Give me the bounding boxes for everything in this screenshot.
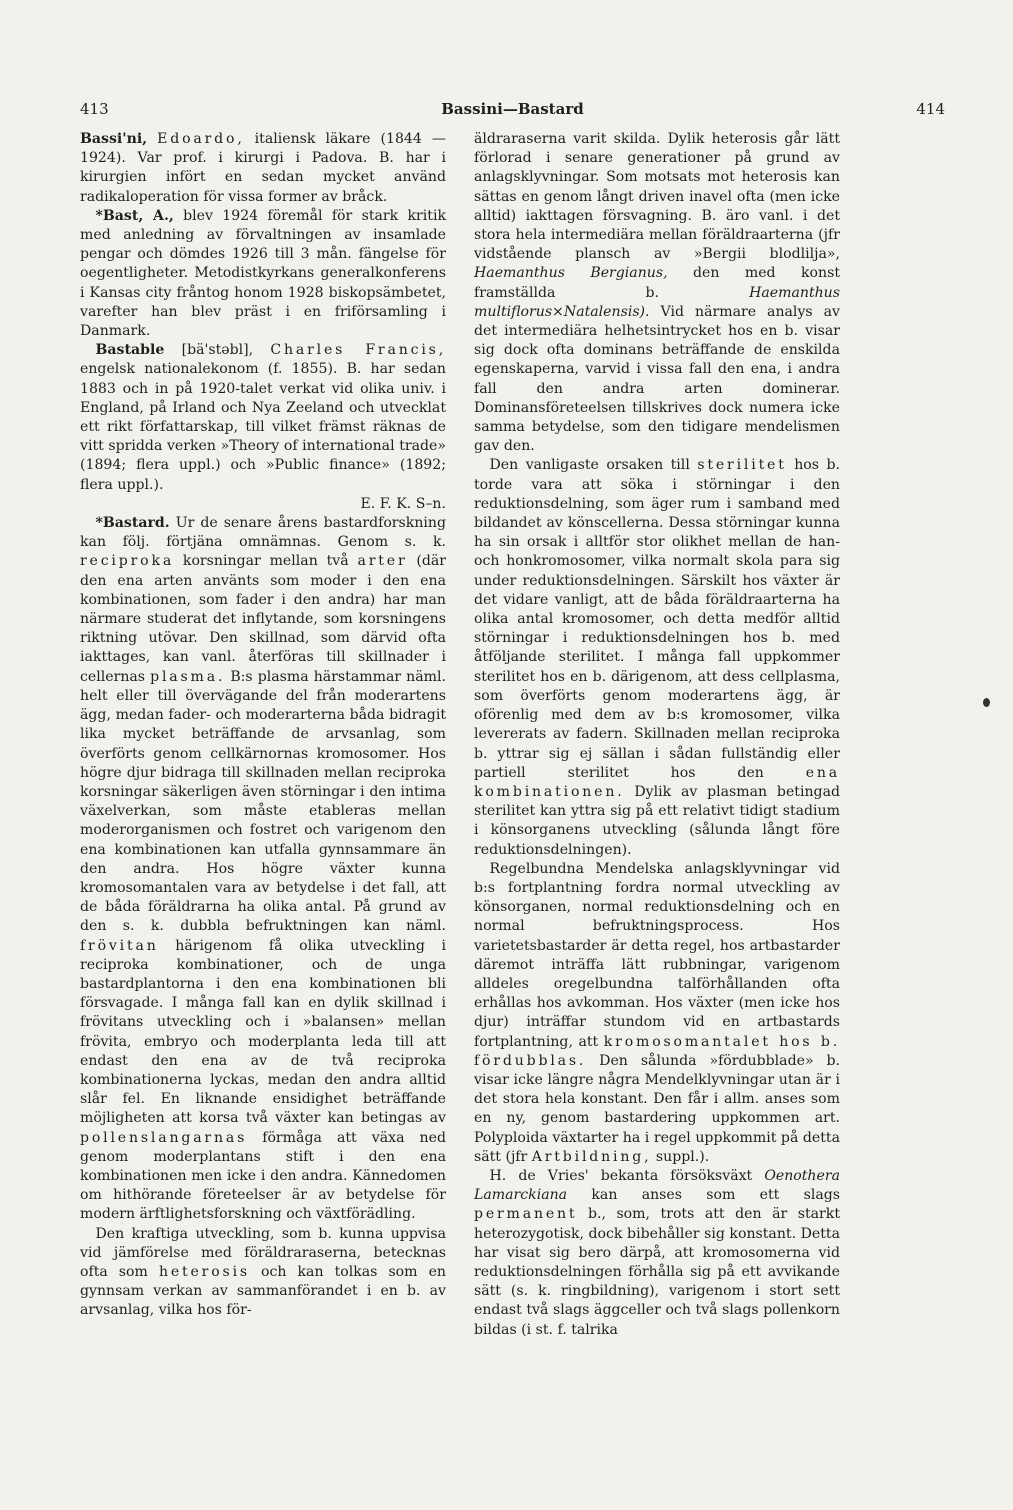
paragraph [474,1167,840,1340]
right-column [474,130,840,1340]
body-text: Dylik av plasman betingad sterilitet kan yttra sig på ett relativt tidigt stadium i könsorganens utveckling (sålunda långt före reduktionsdelningen). [474,783,840,858]
body-text: suppl.). [655,1148,710,1165]
spaced-text: permanent [474,1206,578,1223]
spaced-text: reciproka [80,553,175,570]
spaced-text: Charles Francis, [270,342,446,359]
spaced-text: sterilitet [697,457,787,474]
body-text: Regelbundna Mendelska anlagsklyvningar vid b:s fortplantning fordra normal utveckling av könsorganen, normal reduktionsdelning och en normal befruktningsprocess. Hos varietetsbastarder är detta regel, hos artbastarder däremot inträffa lätt rubbningar, varigenom alldeles oregelbundna talförhållanden ofta erhållas hos avkomman. Hos växter (men icke hos djur) inträffar stundom vid en artbastards fortplantning, att [474,860,840,1050]
paragraph [474,860,840,1167]
headword: *Bastard. [95,515,170,532]
italic-text: Haemanthus Bergianus, [474,265,668,282]
body-text: Ur de senare årens bastardforskning kan följ. förtjäna omnämnas. Genom s. k. [80,515,446,551]
running-header [80,100,945,124]
body-text: och kan tolkas som en gynnsam verkan av sammanförandet i en b. av arvsanlag, vilka hos för- [80,1263,446,1319]
body-text: B:s plasma härstammar näml. helt eller till övervägande del från moderartens ägg, medan fader- och moderarterna båda bidragit lika mycket beträffande de arvsanlag, som överförts genom cellkärnornas kromosomer. Hos högre djur bidraga till skillnaden mellan reciproka korsningar säkerligen även störningar i den intima växelverkan, som måste etableras mellan moderorganismen och fostret och varigenom den ena kombinationen kan utfalla gynnsammare än den andra. Hos högre växter kunna kromosomantalen vara av betydelse i det fall, att de båda föräldrarna ha olika antal. På grund av den s. k. dubbla befruktningen kan näml. [80,668,446,935]
body-text: den med konst framställda b. [474,265,840,301]
page-number-left: 413 [80,100,109,118]
body-text: hos b. torde vara att söka i störningar i den reduktionsdelning, som äger rum i samband med bildandet av könscellerna. Dessa störningar kunna ha sin orsak i alltför stor olikhet mellan de han- och honkromosomer, vilka normalt skola para sig under reduktionsdelningen. Särskilt hos växter är det vidare vanligt, att de båda föräldraarterna ha olika antal kromosomer, och detta medför alltid störningar i reduktionsdelningen hos b. med åtföljande sterilitet. I många fall uppkommer sterilitet hos en b. därigenom, att dess cellplasma, som överförts genom moderartens ägg, är oförenlig med dem av b:s kromosomer, vilka levererats av fadern. Skillnaden mellan reciproka b. yttrar sig ej sällan i sådan fullständig eller partiell sterilitet hos den [474,457,840,781]
spaced-text: ena kombinationen. [474,764,840,800]
spaced-text: plasma. [150,668,226,685]
spaced-text: heterosis [158,1263,250,1280]
body-text: förmåga att växa ned genom moderplantans stift i den ena kombinationen men icke i den andra. Kännedomen om hithörande företeelser är av betydelse för modern ärftlighetsforskning och växtförädling. [80,1129,446,1223]
body-text: H. de Vries' bekanta försöksväxt [489,1167,753,1184]
headword: Bastable [95,342,165,359]
spaced-text: kromosomantalet hos b. fördubblas. [474,1033,840,1069]
italic-text: Oenothera Lamarckiana [474,1167,840,1204]
signature: E. F. K. S–n. [360,495,446,512]
body-text: Den sålunda »fördubblade» b. visar icke längre några Mendelklyvningar utan är i det stora hela konstant. Den får i allm. anses som en ny, genom bastardering uppkommen art. Polyploida växtarter ha i regel uppkommit på detta sätt (jfr [474,1052,840,1165]
body-text: blev 1924 föremål för stark kritik med anledning av förvaltningen av insamlade pengar och dömdes 1926 till 3 mån. fängelse för oegentligheter. Metodistkyrkans generalkonferens i Kansas city fråntog honom 1928 biskopsämbetet, varefter han blev präst i en friförsamling i Danmark. [80,207,447,340]
entry-bast [80,207,446,341]
body-text: kan anses som ett slags [591,1187,841,1204]
body-text: äldraraserna varit skilda. Dylik heterosis går lätt förlorad i senare generationer på grund av anlagsklyvningar. Som motsats mot heterosis kan sättas en genom långt driven inavel ofta (men icke alltid) iakttagen försvagning. B. äro vanl. i det stora hela intermediära mellan föräldraarterna (jfr vidstående plansch av »Bergii blodlilja», [474,131,840,263]
spaced-text: Edoardo, [157,131,245,147]
italic-text: Haemanthus multiflorus×Natalensis). [474,284,840,320]
body-text: Vid närmare analys av det intermediära helhetsintrycket hos en b. visar sig dock ofta dominans beträffande de enskilda egenskaperna, varvid i vissa fall den ena, i andra fall den andra arten dominerar. Dominansföreteelsen tillskrives dock numera icke samma betydelse, som den tidigare mendelismen gav den. [474,303,840,455]
entry-bastable [80,341,446,495]
body-text: Den vanligaste orsaken till [489,457,690,474]
body-text: (där den ena arten använts som moder i den ena kombinationen, som fader i den andra) har man närmare studerat det inflytande, som korsningens riktning utövar. Den skillnad, som därvid ofta iakttages, kan vanl. återföras till skillnader i cellernas [80,553,447,685]
paragraph [80,1225,446,1321]
body-text: härigenom få olika utveckling i reciproka kombinationer, och de unga bastardplantorna i den ena kombinationen bli försvagade. I många fall kan en dylik skillnad i frövitans utveckling och i »balansen» mellan frövita, embryo och moderplanta leda till att endast den ena av de två reciproka kombinationerna lyckas, medan den andra alltid slår fel. En liknande ensidighet beträffande möjligheten att korsa två växter kan betingas av [80,937,446,1127]
spaced-text: pollenslangarnas [80,1129,248,1146]
body-text: b., som, trots att den är starkt heterozygotisk, dock bibehåller sig konstant. Detta har visat sig bero därpå, att kromosomerna vid reduktionsdelningen förhålla sig på ett avvikande sätt (s. k. ringbildning), varigenom i stort sett endast två slags äggceller och två slags pollenkorn bildas (i st. f. talrika [474,1206,840,1338]
paragraph [474,130,840,456]
headword: Bassi'ni, [80,131,148,147]
paragraph [474,456,840,859]
entry-bastard [80,514,446,1225]
body-text: Den kraftiga utveckling, som b. kunna uppvisa vid jämförelse med föräldraraserna, betecknas ofta som [80,1225,446,1280]
running-title: Bassini—Bastard [441,100,584,118]
spaced-text: frövitan [80,937,159,954]
ink-spot [983,698,990,707]
headword: *Bast, A., [95,207,174,224]
entry-bassini [80,130,446,207]
body-text: engelsk nationalekonom (f. 1855). B. har sedan 1883 och in på 1920-talet verkat vid olika univ. i England, på Irland och Nya Zeeland och utvecklat ett rikt författarskap, till vilket främst räknas de vitt spridda verken »Theory of international trade» (1894; flera uppl.) och »Public finance» (1892; flera uppl.). [80,361,446,493]
page-number-right: 414 [916,100,945,118]
cross-reference: Artbildning, [531,1148,652,1165]
body-text: korsningar mellan två [182,553,349,570]
body-text: italiensk läkare (1844 —1924). Var prof. i kirurgi i Padova. B. har i kirurgien infört en sedan mycket använd radikaloperation för vissa former av bråck. [80,131,446,205]
spaced-text: arter [357,553,408,570]
pronunciation: [bä'stəbl], [181,342,254,359]
left-column [80,130,446,1321]
